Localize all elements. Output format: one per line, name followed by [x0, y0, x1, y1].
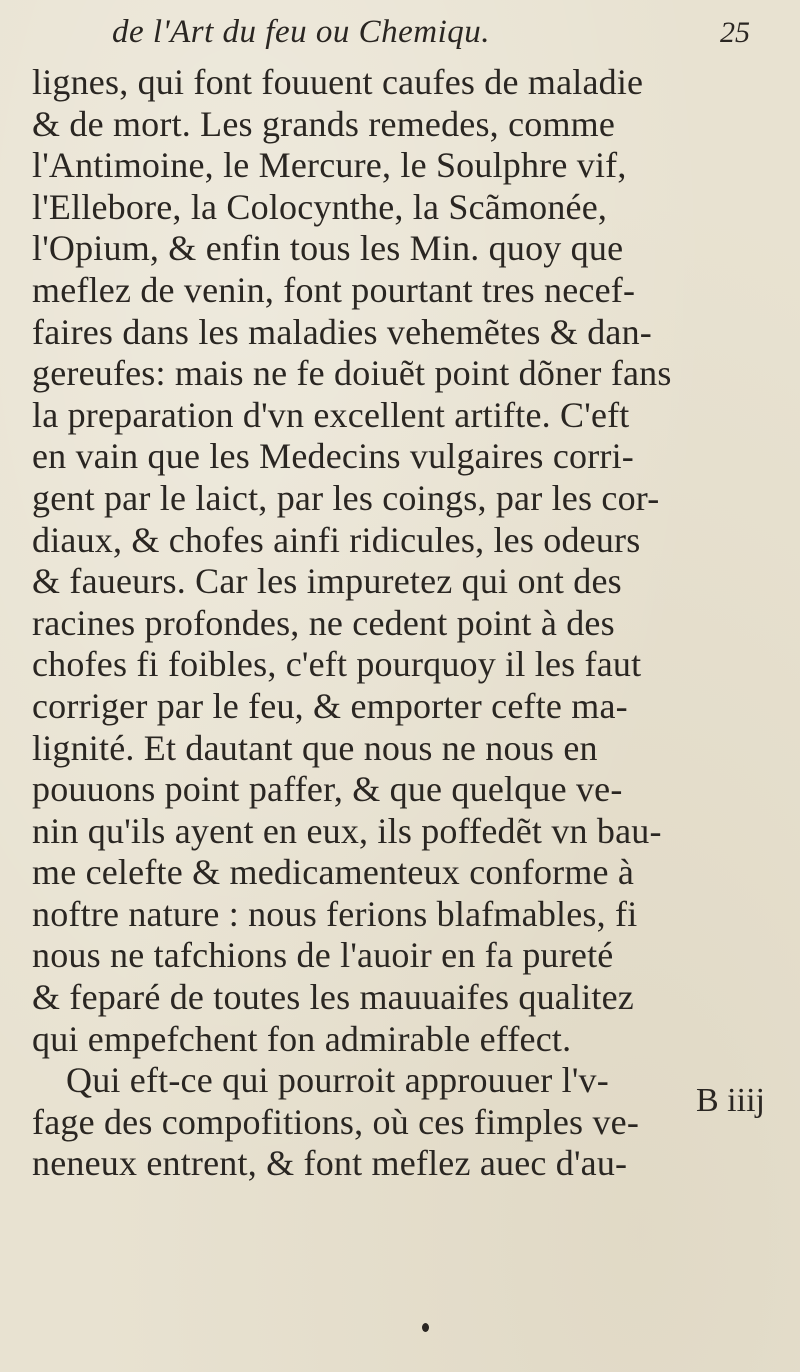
text-line: l'Ellebore, la Colocynthe, la Scãmonée, — [32, 186, 608, 227]
text-line: & faueurs. Car les impuretez qui ont des — [32, 561, 622, 602]
running-title: de l'Art du feu ou Chemiqu. — [112, 14, 491, 50]
text-line: qui empefchent fon admirable effect. — [32, 1018, 572, 1059]
text-line: lignité. Et dautant que nous ne nous en — [32, 727, 598, 768]
text-line: meflez de venin, font pourtant tres necef- — [32, 269, 636, 310]
text-line: me celefte & medicamenteux conforme à — [32, 852, 635, 893]
text-line: l'Antimoine, le Mercure, le Soulphre vif, — [32, 145, 627, 186]
text-line: gent par le laict, par les coings, par les cor- — [32, 477, 660, 518]
text-line: Qui eft-ce qui pourroit approuuer l'v- — [66, 1060, 609, 1101]
signature-mark: B iiij — [696, 1082, 765, 1119]
text-line: nous ne tafchions de l'auoir en fa pureté — [32, 935, 614, 976]
text-line: & de mort. Les grands remedes, comme — [32, 103, 616, 144]
text-line: faires dans les maladies vehemẽtes & dan- — [32, 311, 652, 352]
text-line: neneux entrent, & font meflez auec d'au- — [32, 1143, 628, 1184]
text-line: noftre nature : nous ferions blafmables, fi — [32, 893, 638, 934]
text-line: gereufes: mais ne fe doiuẽt point dõner fans — [32, 353, 672, 394]
text-line: racines profondes, ne cedent point à des — [32, 602, 615, 643]
text-line: l'Opium, & enfin tous les Min. quoy que — [32, 228, 624, 269]
text-line: fage des compofitions, où ces fimples ve- — [32, 1101, 640, 1142]
text-line: corriger par le feu, & emporter cefte ma- — [32, 685, 628, 726]
body-text — [32, 62, 782, 1185]
page-number: 25 — [720, 16, 750, 49]
text-line: la preparation d'vn excellent artifte. C'eft — [32, 394, 630, 435]
text-line: lignes, qui font fouuent caufes de maladie — [32, 62, 644, 102]
text-line: pouuons point paffer, & que quelque ve- — [32, 769, 623, 810]
text-line: diaux, & chofes ainfi ridicules, les odeurs — [32, 519, 641, 560]
text-line: nin qu'ils ayent en eux, ils poffedẽt vn bau- — [32, 810, 662, 851]
text-line: en vain que les Medecins vulgaires corri- — [32, 436, 634, 477]
text-line: & feparé de toutes les mauuaifes qualitez — [32, 977, 634, 1018]
ink-dot — [422, 1323, 429, 1332]
running-head — [0, 14, 800, 64]
text-line: chofes fi foibles, c'eft pourquoy il les faut — [32, 644, 642, 685]
